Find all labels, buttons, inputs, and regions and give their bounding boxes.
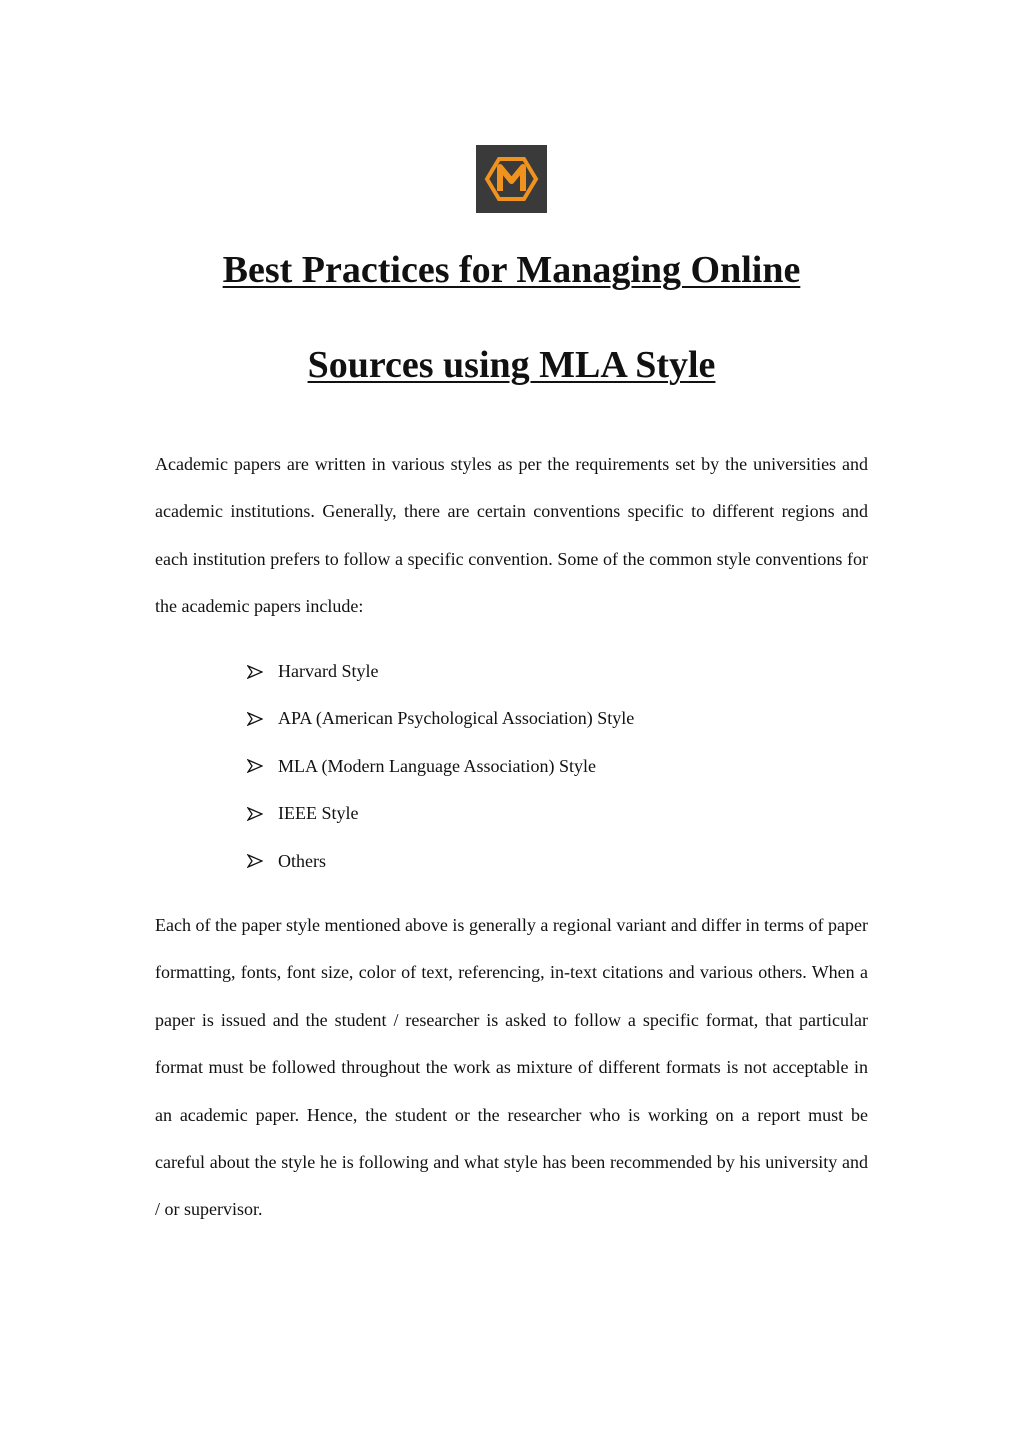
list-item-label: APA (American Psychological Association) Style bbox=[278, 708, 635, 729]
styles-list bbox=[247, 648, 634, 885]
page-title-line-1 bbox=[0, 248, 1023, 292]
arrow-bullet-icon bbox=[247, 759, 263, 773]
page-title-line-2 bbox=[0, 343, 1023, 387]
title-line-2-text: Sources using MLA Style bbox=[307, 344, 716, 386]
arrow-bullet-icon bbox=[247, 854, 263, 868]
list-item-label: Others bbox=[278, 850, 326, 871]
list-item bbox=[247, 790, 634, 837]
intro-paragraph: Academic papers are written in various styles as per the requirements set by the universities and academic institutions. Generally, there are certain conventions specific to different regions and each institution prefers to follow a specific convention. Some of the common style conventions for the academic papers include: bbox=[155, 454, 868, 617]
list-item-label: Harvard Style bbox=[278, 661, 379, 681]
arrow-bullet-icon bbox=[247, 712, 263, 726]
arrow-bullet-icon bbox=[247, 807, 263, 821]
list-item bbox=[247, 743, 634, 790]
list-item-label: MLA (Modern Language Association) Style bbox=[278, 755, 596, 776]
title-line-1-text: Best Practices for Managing Online bbox=[222, 249, 801, 291]
arrow-bullet-icon bbox=[247, 665, 263, 679]
list-item bbox=[247, 838, 634, 885]
logo bbox=[476, 145, 547, 213]
m-hexagon-logo-icon bbox=[476, 145, 547, 213]
list-item bbox=[247, 648, 634, 695]
body-paragraph: Each of the paper style mentioned above is generally a regional variant and differ in terms of paper formatting, fonts, font size, color of text, referencing, in-text citations and various others. When a paper is issued and the student / researcher is asked to follow a specific format, that particular format must be followed throughout the work as mixture of different formats is not acceptable in an academic paper. Hence, the student or the researcher who is working on a report must be careful about the style he is following and what style has been recommended by his university and / or supervisor. bbox=[155, 915, 868, 1220]
list-item-label: IEEE Style bbox=[278, 803, 359, 824]
list-item bbox=[247, 695, 634, 742]
